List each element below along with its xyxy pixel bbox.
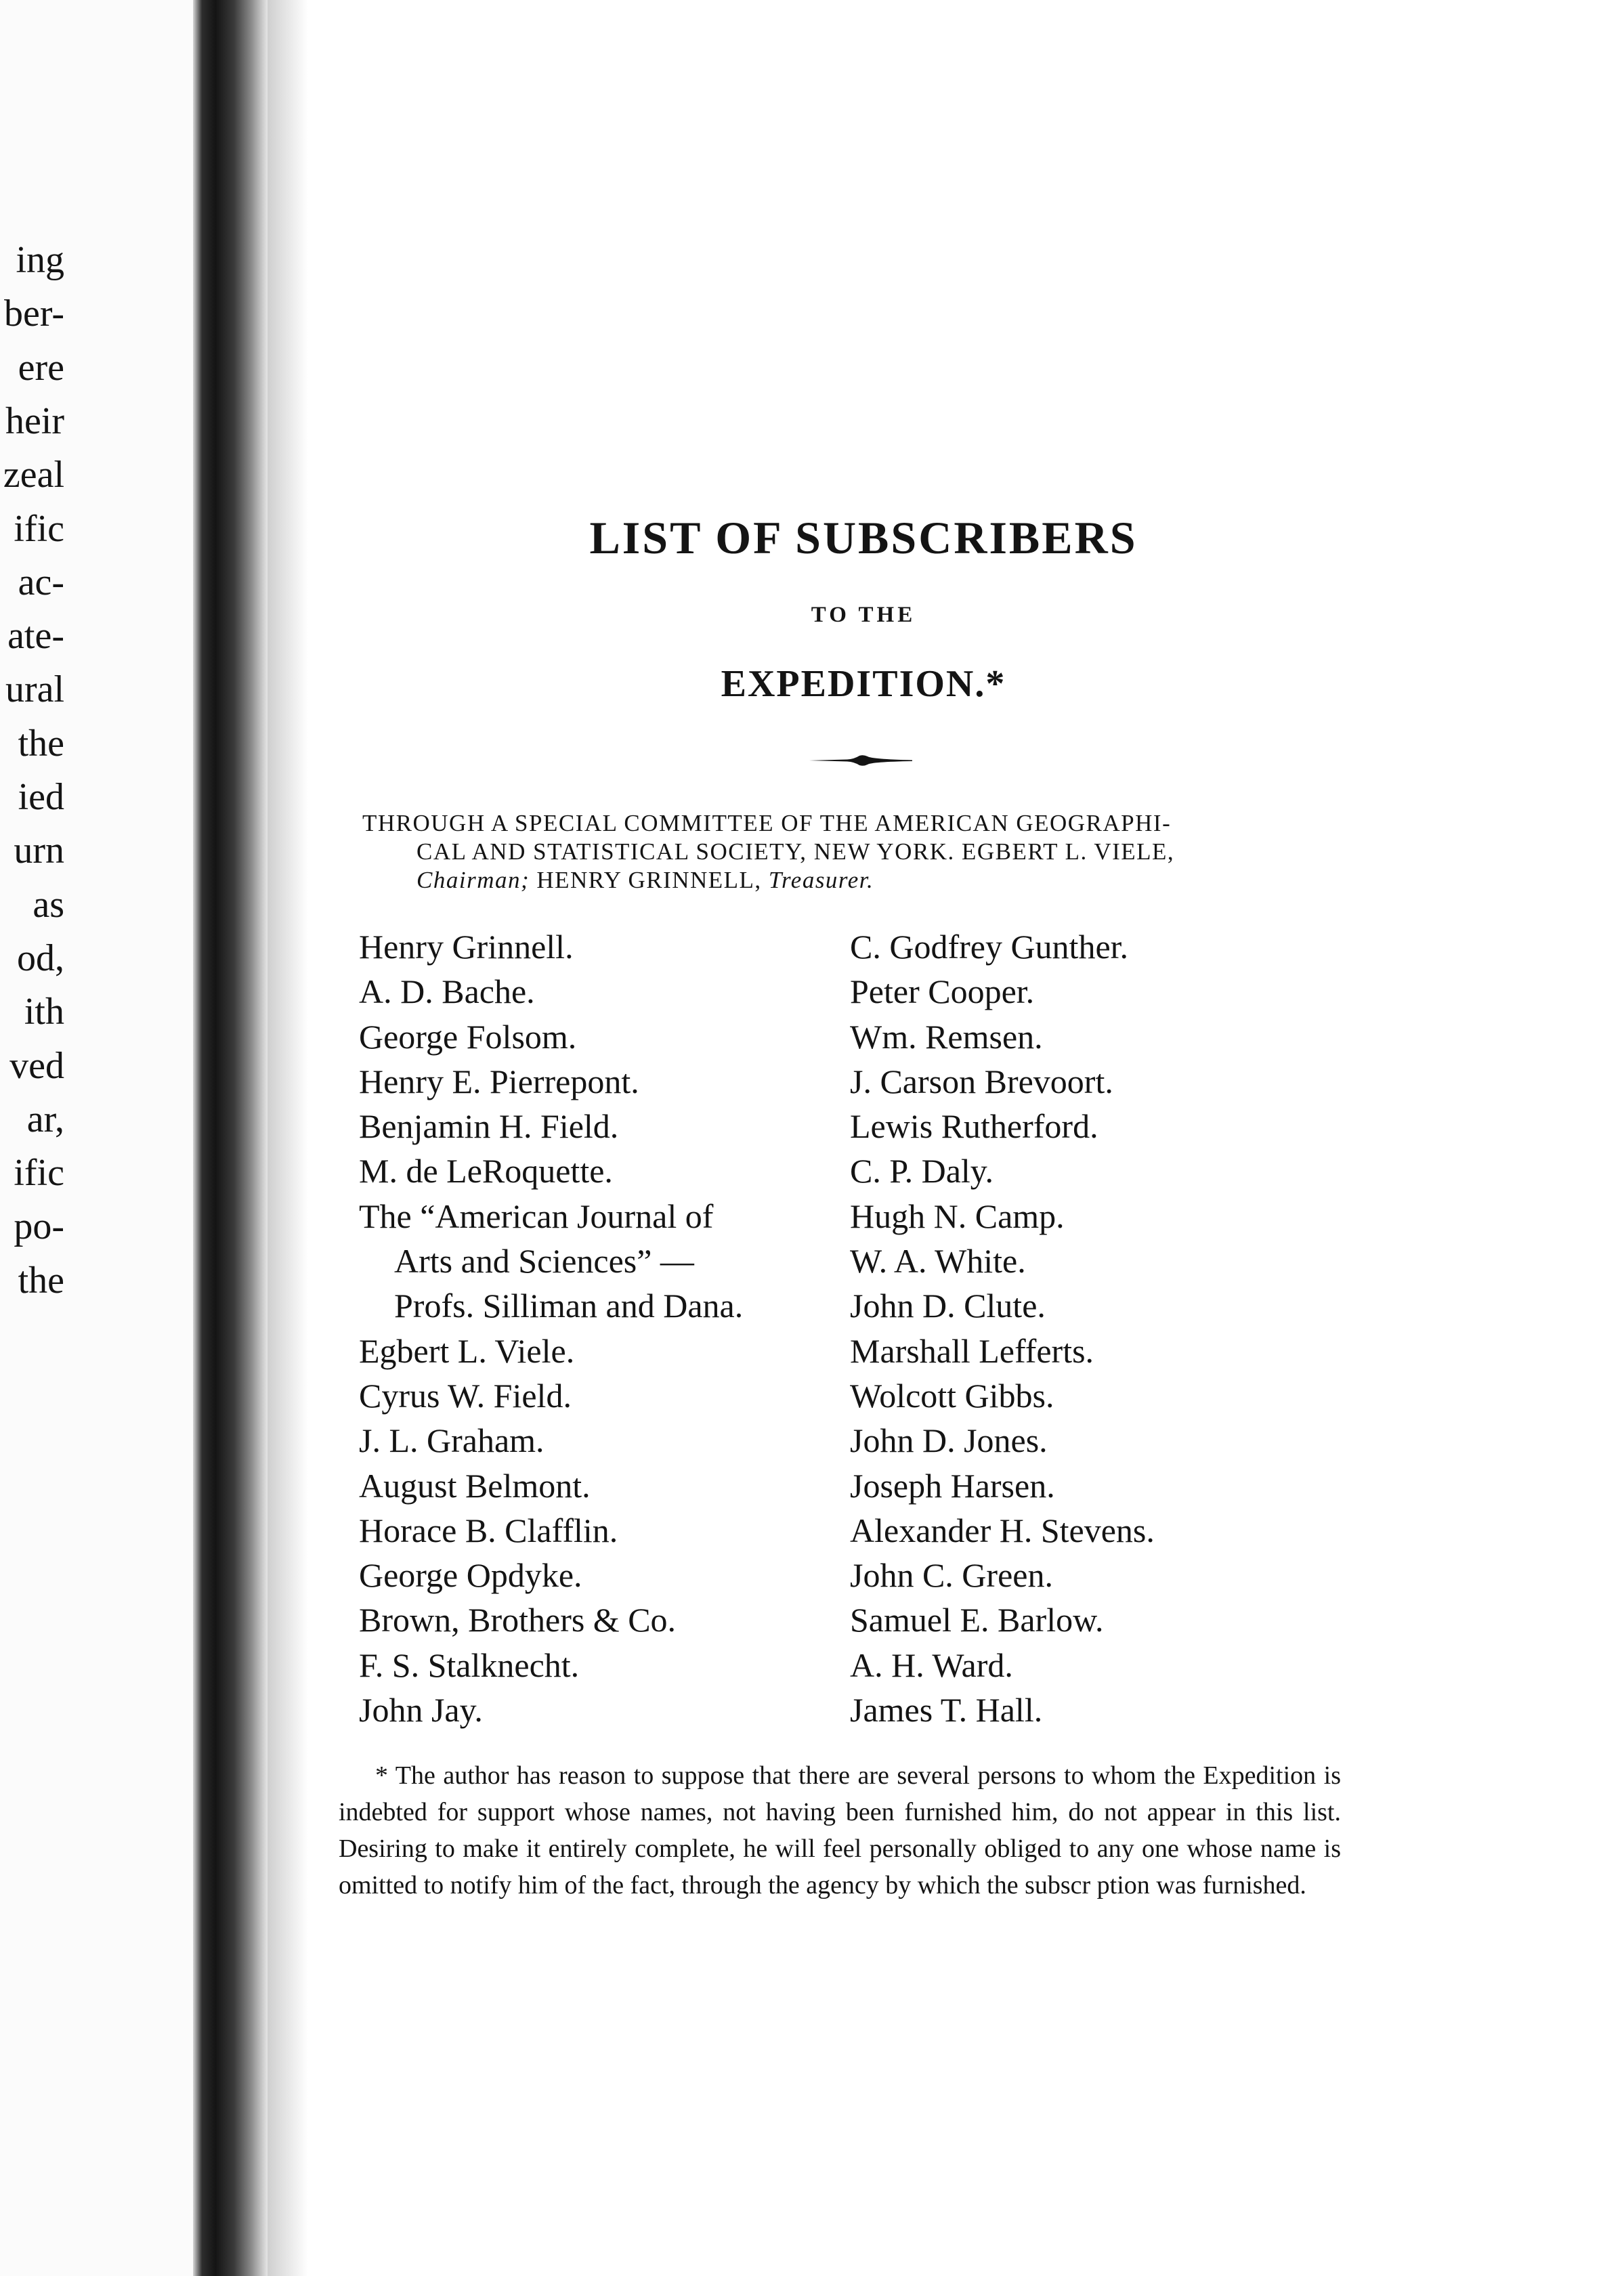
- subscriber-name: Henry E. Pierrepont.: [359, 1062, 639, 1100]
- committee-note-line-3: [362, 866, 1365, 895]
- left-page-fragment: ural: [5, 668, 64, 711]
- subscriber-name: W. A. White.: [850, 1242, 1026, 1281]
- subscriber-name: J. L. Graham.: [359, 1421, 544, 1460]
- subscriber-name: Peter Cooper.: [850, 972, 1035, 1011]
- subscribers-left-column: [359, 924, 874, 1732]
- subscriber-name: Henry Grinnell.: [359, 928, 574, 966]
- left-page-fragment: ar,: [26, 1098, 64, 1140]
- subscriber-name: John D. Jones.: [850, 1421, 1048, 1460]
- treasurer-name: HENRY GRINNELL,: [536, 867, 762, 893]
- subscriber-name: George Folsom.: [359, 1017, 577, 1056]
- left-page-fragment: as: [33, 883, 64, 926]
- subscriber-name: Cyrus W. Field.: [359, 1376, 572, 1415]
- subscriber-name: Horace B. Clafflin.: [359, 1511, 618, 1549]
- subscriber-name: A. D. Bache.: [359, 972, 535, 1011]
- left-page: [0, 0, 200, 2276]
- left-page-fragment: ved: [9, 1044, 64, 1087]
- subscriber-name: The “American Journal of: [359, 1197, 714, 1235]
- left-page-fragment: the: [18, 1259, 64, 1302]
- left-page-fragment: ific: [14, 507, 64, 550]
- subscriber-name: M. de LeRoquette.: [359, 1152, 613, 1190]
- left-page-fragment: heir: [5, 400, 64, 442]
- subscriber-name: Wm. Remsen.: [850, 1017, 1043, 1056]
- page-heading: EXPEDITION.*: [721, 663, 1006, 705]
- subscriber-name: Brown, Brothers & Co.: [359, 1601, 677, 1639]
- subscriber-name: J. Carson Brevoort.: [850, 1062, 1113, 1100]
- subscriber-name: Marshall Lefferts.: [850, 1331, 1094, 1370]
- subscriber-name: Benjamin H. Field.: [359, 1107, 619, 1146]
- left-page-fragment: po-: [14, 1205, 64, 1248]
- subscriber-name: John D. Clute.: [850, 1287, 1046, 1325]
- committee-note: [362, 809, 1365, 895]
- subscriber-name: John Jay.: [359, 1691, 483, 1730]
- subscribers-right-column: [850, 924, 1365, 1732]
- left-page-fragment: ate-: [7, 615, 64, 658]
- subscriber-name: Alexander H. Stevens.: [850, 1511, 1155, 1549]
- subscriber-name-continuation: Profs. Silliman and Dana.: [394, 1287, 744, 1325]
- left-page-fragment: ied: [18, 776, 64, 818]
- left-page-fragment: the: [18, 722, 64, 765]
- footnote: [339, 1757, 1341, 1904]
- left-page-fragment: ber-: [3, 293, 64, 335]
- left-page-fragment: ere: [18, 346, 64, 389]
- subscriber-name: August Belmont.: [359, 1466, 591, 1505]
- left-page-fragment: ific: [14, 1152, 64, 1195]
- subscriber-name: Hugh N. Camp.: [850, 1197, 1065, 1235]
- book-gutter: [193, 0, 268, 2276]
- left-page-fragment: ac-: [18, 561, 64, 603]
- left-page-fragment: zeal: [3, 454, 64, 496]
- subscriber-name: John C. Green.: [850, 1556, 1053, 1595]
- committee-note-line-2: CAL AND STATISTICAL SOCIETY, NEW YORK. EGBERT L. VIELE,: [416, 838, 1175, 865]
- subscriber-name: C. P. Daly.: [850, 1152, 994, 1190]
- left-page-fragment: od,: [17, 937, 64, 979]
- subscriber-name: C. Godfrey Gunther.: [850, 928, 1129, 966]
- subscriber-name: Wolcott Gibbs.: [850, 1376, 1054, 1415]
- committee-note-line-1: THROUGH A SPECIAL COMMITTEE OF THE AMERICAN GEOGRAPHI-: [362, 810, 1172, 836]
- subscriber-name: Samuel E. Barlow.: [850, 1601, 1104, 1639]
- divider-ornament-icon: [809, 750, 912, 771]
- subscriber-name: A. H. Ward.: [850, 1646, 1013, 1684]
- chairman-role: Chairman;: [416, 867, 530, 893]
- subscriber-name: Joseph Harsen.: [850, 1466, 1055, 1505]
- footnote-text: * The author has reason to suppose that there are several persons to whom the Expedition is indebted for support whose names, not having been furnished him, do not appear in this list. Desiring to make it entirely complete, he will feel personally obliged to any one whose name is omitted to notify him of the fact, through the agency by which the subscr ption was furnished.: [339, 1761, 1341, 1899]
- subscriber-name: James T. Hall.: [850, 1691, 1043, 1730]
- treasurer-role: Treasurer.: [768, 867, 874, 893]
- subscriber-name: George Opdyke.: [359, 1556, 582, 1595]
- left-page-fragment: ing: [16, 239, 64, 281]
- left-page-fragment: urn: [14, 830, 64, 872]
- subscriber-name: Egbert L. Viele.: [359, 1331, 575, 1370]
- subscriber-name: Lewis Rutherford.: [850, 1107, 1098, 1146]
- subscriber-name: F. S. Stalknecht.: [359, 1646, 580, 1684]
- subscriber-name-continuation: Arts and Sciences” —: [394, 1242, 694, 1281]
- left-page-fragment: ith: [24, 991, 64, 1033]
- page-title: LIST OF SUBSCRIBERS: [589, 512, 1138, 563]
- page-subtitle: TO THE: [811, 603, 916, 627]
